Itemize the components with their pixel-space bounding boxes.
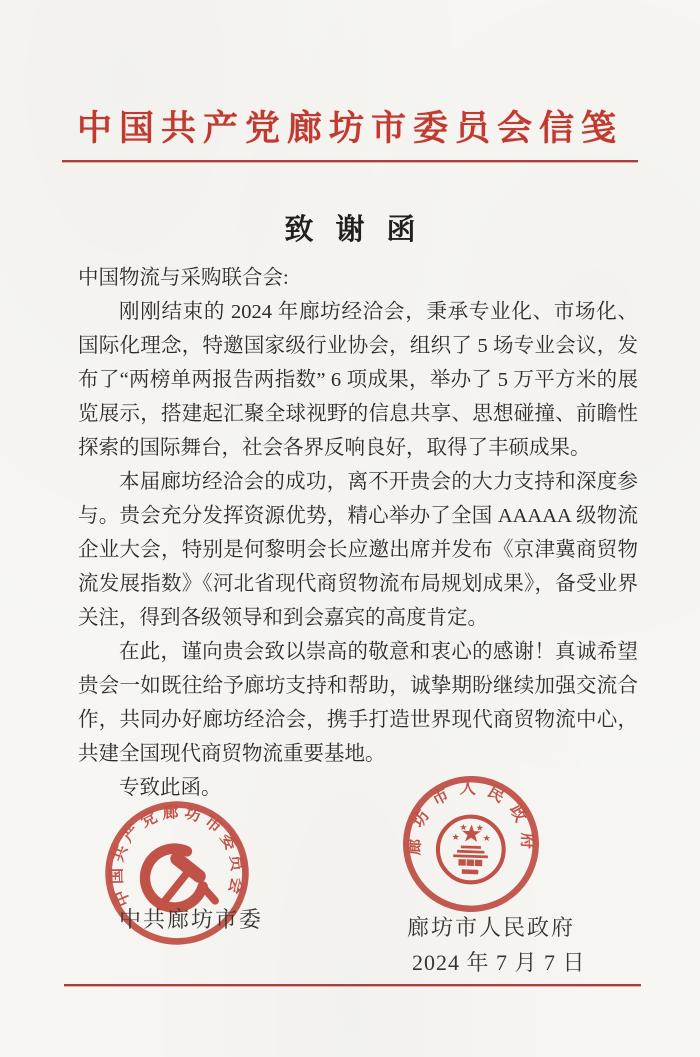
paragraph-2: 本届廊坊经洽会的成功，离不开贵会的大力支持和深度参与。贵会充分发挥资源优势，精心举办了全国 AAAAA 级物流企业大会，特别是何黎明会长应邀出席并发布《京津冀商贸物流发展指数》《河北省现代商贸物流布局规划成果》，备受业界关注，得到各级领导和到会嘉宾的高度肯定。 [78, 471, 638, 629]
letter-title: 致谢函 [284, 214, 438, 246]
party-signature: 中共廊坊市委 [119, 907, 264, 932]
footer-rule [64, 984, 641, 986]
party-seal-ring-text: 中国共产党廊坊市委员会 [108, 803, 246, 909]
letter-date: 2024 年 7 月 7 日 [412, 950, 586, 975]
letterhead-rule [62, 160, 638, 162]
letterhead-text: 中国共产党廊坊市委员会信笺 [76, 109, 623, 148]
salutation: 中国物流与采购联合会: [78, 267, 289, 289]
hammer-sickle-icon [143, 846, 215, 910]
paragraph-3: 在此，谨向贵会致以崇高的敬意和衷心的感谢！真诚希望贵会一如既往给予廊坊支持和帮助，诚挚期盼继续加强交流合作，共同办好廊坊经洽会，携手打造世界现代商贸物流中心，共建全国现代商贸物流重要基地。 [78, 641, 638, 765]
government-seal [395, 768, 546, 919]
national-emblem-icon [437, 815, 505, 883]
letter-body [78, 261, 638, 805]
paragraph-1: 刚刚结束的 2024 年廊坊经洽会，秉承专业化、市场化、国际化理念，特邀国家级行业协会，组织了 5 场专业会议，发布了“两榜单两报告两指数” 6 项成果，举办了 5 万平方米的展览展示，搭建起汇聚全球视野的信息共享、思想碰撞、前瞻性探索的国际舞台，社会各界反响良好，取得了丰硕成果。 [78, 301, 638, 459]
government-seal-ring-text: 廊坊市人民政府 [404, 778, 538, 860]
closing-line: 专致此函。 [119, 777, 222, 799]
government-signature: 廊坊市人民政府 [407, 915, 576, 940]
government-seal-graphic [395, 768, 546, 919]
